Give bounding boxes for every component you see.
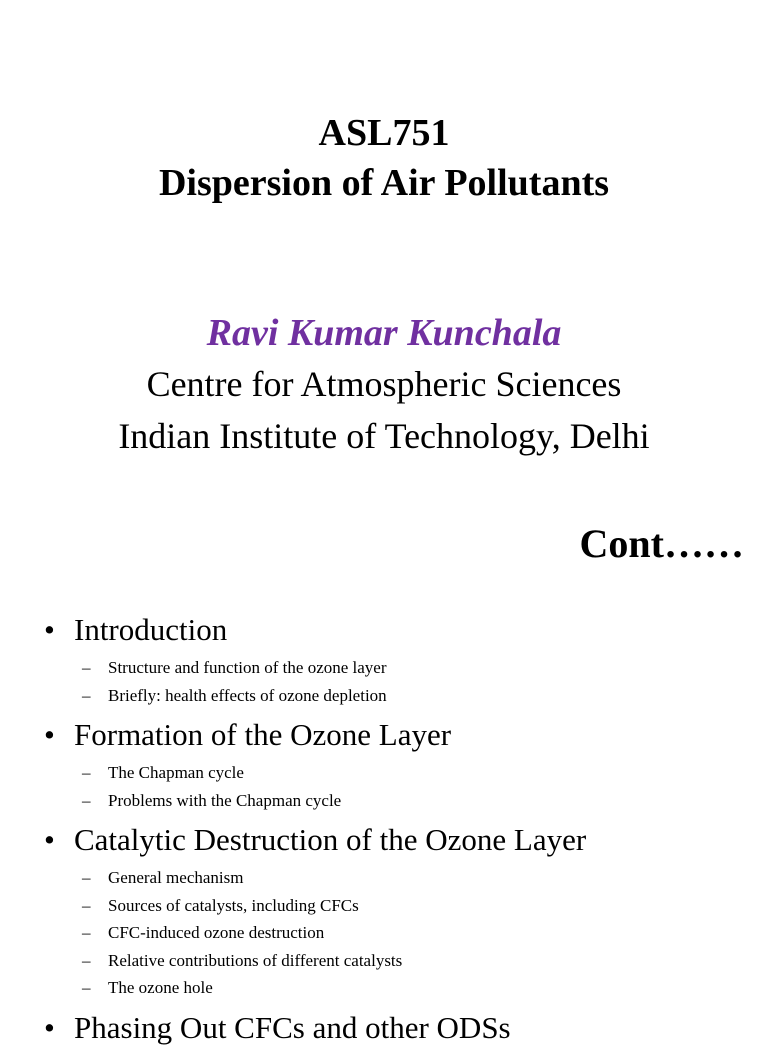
subtopic-label: CFC-induced ozone destruction <box>108 923 325 942</box>
dash: – <box>82 950 91 970</box>
institute-name: Indian Institute of Technology, Delhi <box>118 416 650 456</box>
department-name: Centre for Atmospheric Sciences <box>146 364 622 404</box>
outline <box>0 610 768 1048</box>
subtopic-label: Structure and function of the ozone layer <box>108 658 387 677</box>
subtopic-label: The ozone hole <box>108 978 213 997</box>
course-code: ASL751 <box>318 112 450 154</box>
subtopic-item <box>0 892 768 920</box>
topic-label: Phasing Out CFCs and other ODSs <box>74 1009 511 1045</box>
topic-catalytic-destruction <box>0 820 768 1002</box>
subtopic-item <box>0 919 768 947</box>
dash: – <box>82 763 91 782</box>
topic-introduction <box>0 610 768 709</box>
subtopic-label: Relative contributions of different catalysts <box>108 950 403 970</box>
subtopic-item <box>0 654 768 682</box>
subtopic-item <box>0 759 768 787</box>
topic-formation <box>0 715 768 814</box>
subtopic-item <box>0 947 768 975</box>
subtopic-item <box>0 787 768 815</box>
dash: – <box>82 895 91 915</box>
course-title: Dispersion of Air Pollutants <box>158 162 610 204</box>
dash: – <box>82 658 91 677</box>
topic-label: Catalytic Destruction of the Ozone Layer <box>74 822 587 857</box>
subtopic-list <box>0 864 768 1002</box>
subtopic-list <box>0 654 768 709</box>
bullet: • <box>44 717 55 752</box>
dash: – <box>82 978 91 997</box>
dash: – <box>82 868 91 887</box>
topic-phasing-out <box>0 1008 768 1048</box>
topic-label: Formation of the Ozone Layer <box>74 717 452 752</box>
subtopic-item <box>0 974 768 1002</box>
author-block <box>0 308 768 462</box>
title-block <box>0 108 768 208</box>
subtopic-label: Briefly: health effects of ozone depletion <box>108 685 387 705</box>
subtopic-label: Problems with the Chapman cycle <box>108 790 342 810</box>
dash: – <box>82 685 91 705</box>
topic-label: Introduction <box>74 612 228 647</box>
subtopic-item <box>0 682 768 710</box>
subtopic-list <box>0 759 768 814</box>
subtopic-label: General mechanism <box>108 868 244 887</box>
bullet: • <box>44 612 55 647</box>
author-name: Ravi Kumar Kunchala <box>206 312 562 354</box>
subtopic-label: The Chapman cycle <box>108 763 244 782</box>
bullet: • <box>44 1009 55 1045</box>
dash: – <box>82 790 91 810</box>
dash: – <box>82 923 91 942</box>
subtopic-item <box>0 864 768 892</box>
continuation-label: Cont…… <box>579 521 744 566</box>
bullet: • <box>44 822 55 857</box>
subtopic-label: Sources of catalysts, including CFCs <box>108 895 359 915</box>
